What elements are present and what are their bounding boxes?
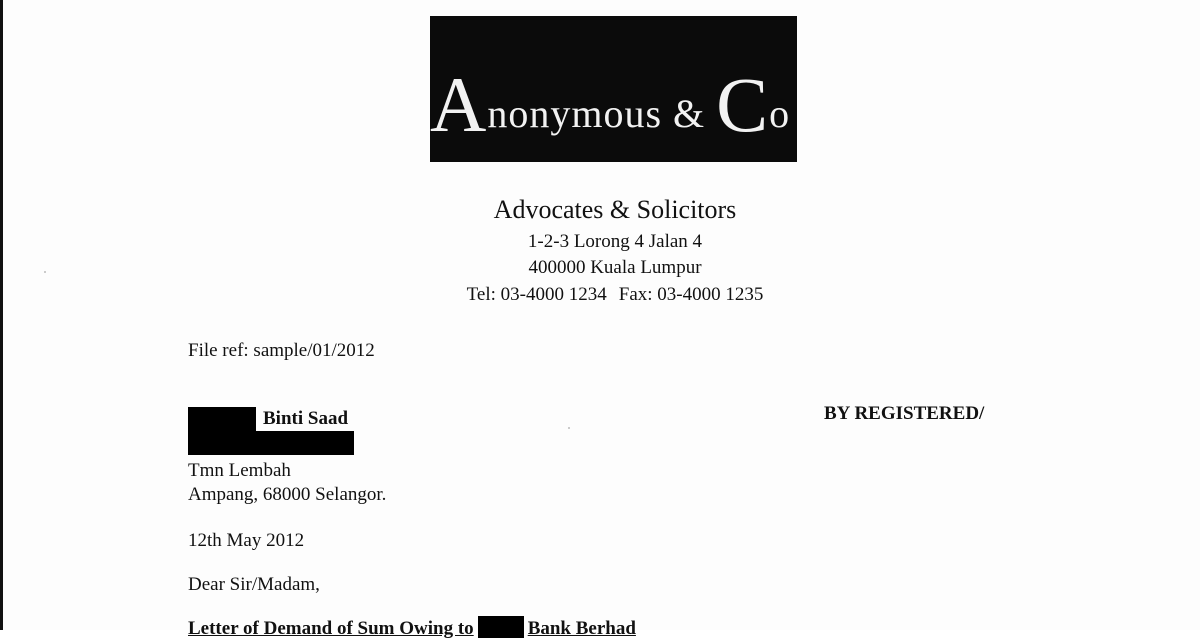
firm-contact-line: [0, 284, 1200, 306]
subject-suffix: Bank Berhad: [527, 618, 636, 639]
firm-address-line2: 400000 Kuala Lumpur: [528, 257, 702, 278]
logo-wordmark: [430, 60, 797, 150]
page-edge: [0, 0, 3, 630]
firm-tel: Tel: 03-4000 1234: [466, 284, 607, 305]
logo-tail: o: [769, 91, 791, 136]
scan-speck: [568, 427, 570, 429]
recipient-address-line2: Ampang, 68000 Selangor.: [188, 484, 387, 505]
redaction-box: [188, 407, 256, 455]
scan-speck: [44, 271, 46, 273]
logo-initial-a: A: [430, 61, 488, 148]
delivery-method: BY REGISTERED/: [824, 403, 985, 424]
firm-logo: [430, 16, 797, 162]
letter-date: 12th May 2012: [188, 530, 305, 551]
logo-middle: nonymous &: [487, 91, 717, 136]
firm-address-line1: 1-2-3 Lorong 4 Jalan 4: [527, 231, 703, 252]
subject-prefix: Letter of Demand of Sum Owing to: [188, 618, 474, 639]
firm-fax: Fax: 03-4000 1235: [618, 284, 764, 305]
redaction-box: [478, 616, 524, 638]
letter-subject: [188, 616, 636, 640]
redaction-box: [256, 431, 354, 455]
file-reference: File ref: sample/01/2012: [188, 340, 375, 361]
recipient-address-line1: Tmn Lembah: [188, 460, 291, 481]
salutation: Dear Sir/Madam,: [188, 574, 320, 595]
firm-type: Advocates & Solicitors: [493, 195, 737, 224]
logo-initial-c: C: [716, 61, 770, 148]
recipient-name: Binti Saad: [263, 408, 349, 429]
